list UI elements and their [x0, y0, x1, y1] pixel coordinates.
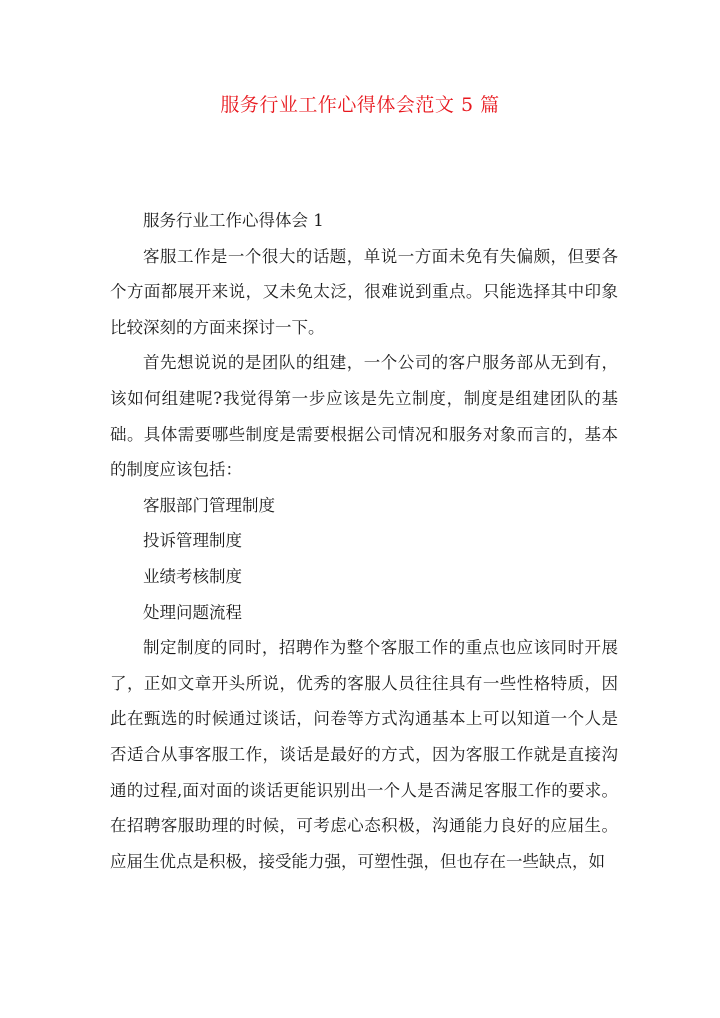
list-item: 业绩考核制度 — [143, 566, 242, 586]
list-item: 处理问题流程 — [143, 602, 242, 622]
paragraph: 制定制度的同时，招聘作为整个客服工作的重点也应该同时开展了，正如文章开头所说，优秀的客服人员往往具有一些性格特质，因此在甄选的时候通过谈话，问卷等方式沟通基本上可以知道一个人是否适合从事客服工作，谈话是最好的方式，因为客服工作就是直接沟通的过程,面对面的谈话更能识别出一个人是否满足客服工作的要求。在招聘客服助理的时候，可考虑心态积极，沟通能力良好的应届生。应届生优点是积极，接受能力强，可塑性强，但也存在一些缺点，如 — [110, 638, 618, 871]
list-item: 投诉管理制度 — [143, 531, 242, 551]
document-title: 服务行业工作心得体会范文 5 篇 — [220, 94, 500, 116]
section-heading: 服务行业工作心得体会 1 — [143, 211, 324, 230]
paragraph: 首先想说说的是团队的组建，一个公司的客户服务部从无到有，该如何组建呢?我觉得第一步应该是先立制度，制度是组建团队的基础。具体需要哪些制度是需要根据公司情况和服务对象而言的，基本的制度应该包括： — [110, 353, 618, 480]
document-body — [110, 203, 618, 879]
paragraph: 客服工作是一个很大的话题，单说一方面未免有失偏颇，但要各个方面都展开来说，又未免太泛，很难说到重点。只能选择其中印象比较深刻的方面来探讨一下。 — [110, 246, 618, 337]
list-item: 客服部门管理制度 — [143, 495, 275, 515]
